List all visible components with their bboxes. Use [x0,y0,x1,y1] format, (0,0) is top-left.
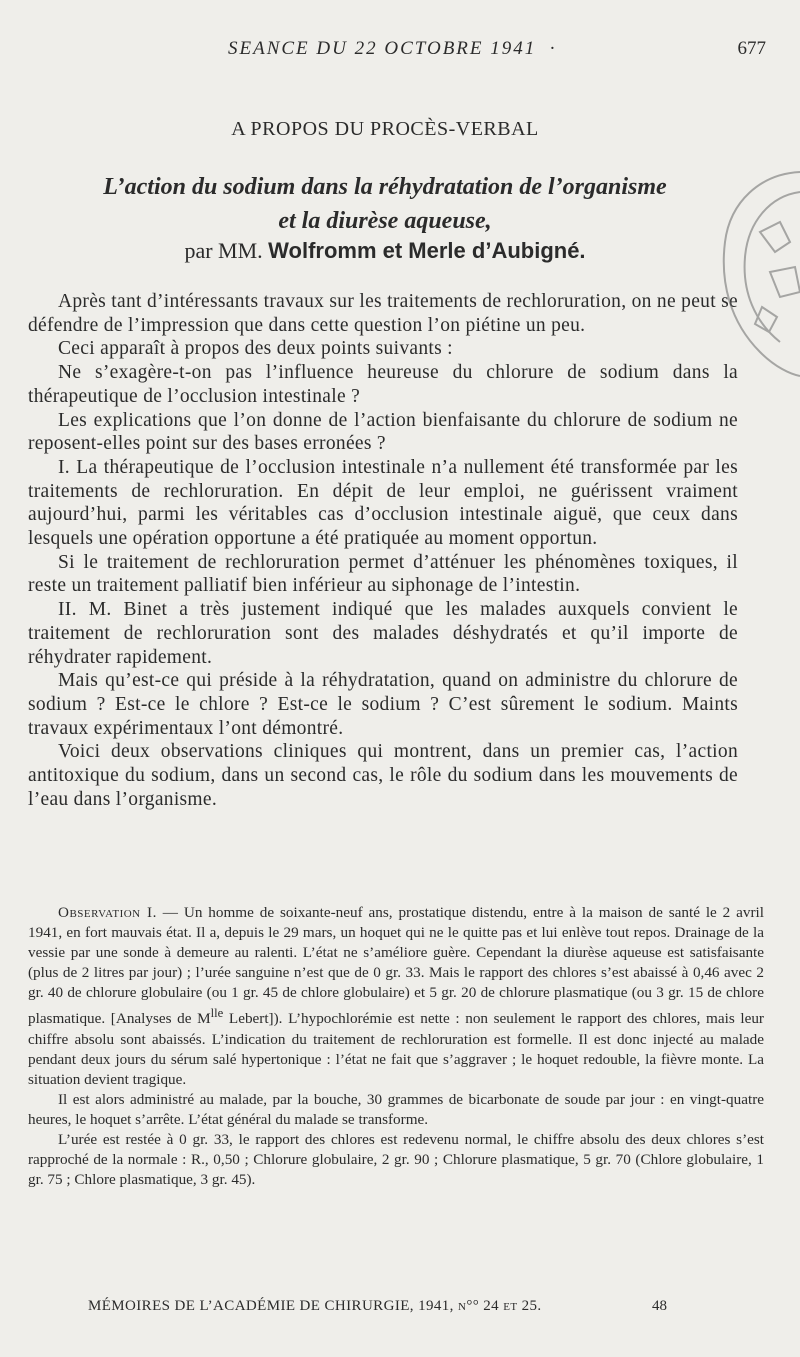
library-stamp-icon [700,162,800,387]
byline [0,238,770,264]
body-paragraph: Mais qu’est-ce qui préside à la réhydratation, quand on administre du chlorure de sodium ? Est-ce le chlore ? Est-ce le sodium ? C’est sûrement le sodium. Maints travaux expérimentaux l’ont démontré. [28,670,738,739]
body-text [28,290,738,811]
observation-paragraph-3: L’urée est restée à 0 gr. 33, le rapport des chlores est redevenu normal, le chiffre absolu des deux chlores s’est rapproché de la normale : R., 0,50 ; Chlorure globulaire, 2 gr. 90 ; Chlorure plasmatique, 5 gr. 70 (Chlore globulaire, 1 gr. 75 ; Chlore plasmatique, 3 gr. 45). [28,1131,764,1189]
body-paragraph: Si le traitement de rechloruration permet d’atténuer les phénomènes toxiques, il reste un traitement palliatif bien inférieur au siphonage de l’intestin. [28,551,738,597]
body-paragraph: Voici deux observations cliniques qui montrent, dans un premier cas, l’action antitoxique du sodium, dans un second cas, le rôle du sodium dans les mouvements de l’eau dans l’organisme. [28,741,738,810]
byline-prefix: par MM. [184,238,263,263]
observation-paragraph-2: Il est alors administré au malade, par la bouche, 30 grammes de bicarbonate de soude par jour : en vingt-quatre heures, le hoquet s’arrête. L’état général du malade se transforme. [28,1090,764,1128]
body-paragraph: II. M. Binet a très justement indiqué que les malades auxquels convient le traitement de rechloruration sont des malades déshydratés et qu’il importe de réhydrater rapidement. [28,599,738,668]
observation-section [28,903,764,1190]
running-head-title: SEANCE DU 22 OCTOBRE 1941 · [228,38,557,59]
body-paragraph: I. La thérapeutique de l’occlusion intestinale n’a nullement été transformée par les traitements de rechloruration. En dépit de leur emploi, ne guérissent vraiment aujourd’hui, parmi les véritables cas d’occlusion intestinale aiguë, que ceux dans lesquels une opération opportune a été pratiquée au moment opportun. [28,456,738,550]
article-title [0,170,770,238]
journal-citation: MÉMOIRES DE L’ACADÉMIE DE CHIRURGIE, 1941, n°° 24 et 25. [88,1298,542,1314]
body-paragraph: Ne s’exagère-t-on pas l’influence heureuse du chlorure de sodium dans la thérapeutique de l’occlusion intestinale ? [28,362,738,407]
running-head [0,38,800,64]
authors: Wolfromm et Merle d’Aubigné. [268,238,586,263]
observation-label: Observation I. [58,904,157,921]
page-number: 677 [737,38,766,59]
observation-paragraph-1: Observation I. — Un homme de soixante-neuf ans, prostatique distendu, entre à la maison de santé le 2 avril 1941, en fort mauvais état. Il a, depuis le 29 mars, un hoquet qui ne le quitte pas et lui enlève tout repos. Drainage de la vessie par une sonde à demeure au ralenti. L’état ne s’améliore guère. Cependant la diurèse aqueuse est satisfaisante (plus de 2 litres par jour) ; l’urée sanguine n’est que de 0 gr. 33. Mais le rapport des chlores s’est abaissé à 0,46 avec 2 gr. 40 de chlorure globulaire (ou 1 gr. 45 de chlore globulaire) et 5 gr. 20 de chlorure plasmatique (ou 3 gr. 15 de chlore plasmatique. [Analyses de $M^{lle}$ Lebert]). L’hypochlorémie est nette : non seulement le rapport des chlores, mais leur chiffre absolu sont abaissés. L’indication du traitement de rechloruration est formelle. Il est donc injecté au malade pendant deux jours du sérum salé hypertonique : l’état ne fait que s’aggraver ; le hoquet redouble, la fièvre monte. La situation devient tragique. [28,904,764,1088]
body-paragraph: Après tant d’intéressants travaux sur les traitements de rechloruration, on ne peut se défendre de l’impression que dans cette question l’on piétine un peu. [28,291,738,336]
article-title-line-2: et la diurèse aqueuse, [278,208,492,234]
article-title-line-1: L’action du sodium dans la réhydratation de l’organisme [103,174,667,200]
section-title: A PROPOS DU PROCÈS-VERBAL [231,118,539,140]
signature-number: 48 [652,1298,667,1314]
footer [0,1298,800,1322]
body-paragraph: Ceci apparaît à propos des deux points suivants : [58,338,453,360]
body-paragraph: Les explications que l’on donne de l’action bienfaisante du chlorure de sodium ne reposent-elles point sur des bases erronées ? [28,409,738,455]
